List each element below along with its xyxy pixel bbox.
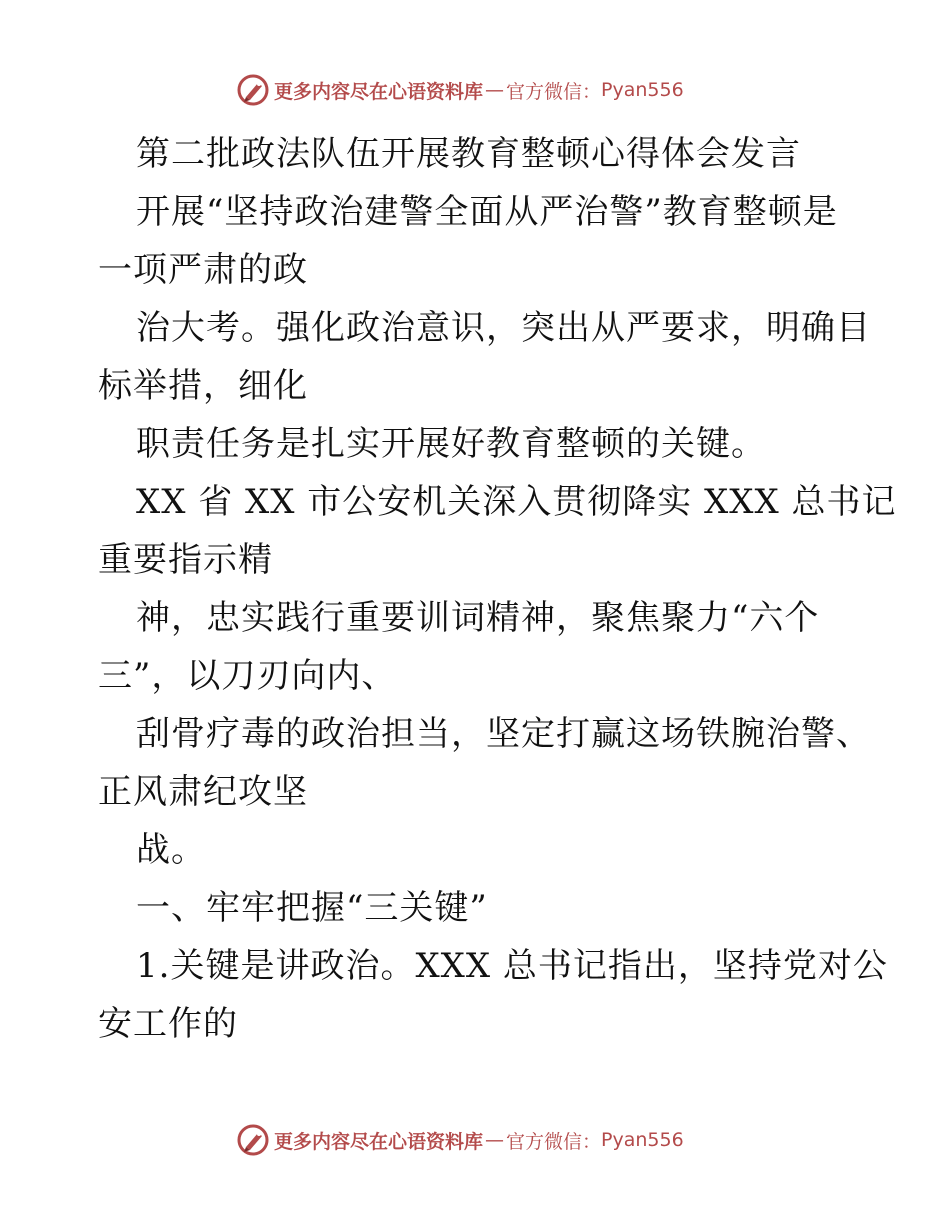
banner-title: 更多内容尽在心语资料库 <box>274 80 484 103</box>
banner-title: 更多内容尽在心语资料库 <box>274 1130 484 1153</box>
document-title: 第二批政法队伍开展教育整顿心得体会发言 <box>136 134 801 174</box>
banner-separator: — <box>485 79 505 101</box>
section-heading: 一、牢牢把握“三关键” <box>136 888 488 928</box>
header-banner <box>236 73 684 107</box>
footer-banner <box>236 1123 684 1157</box>
pen-logo-icon <box>236 73 270 107</box>
paragraph-line: 一项严肃的政 <box>98 250 308 290</box>
paragraph-line: 三”，以刀刃向内、 <box>98 656 397 696</box>
banner-wechat-id: Pyan556 <box>601 79 684 101</box>
paragraph-line: 标举措，细化 <box>98 366 308 406</box>
paragraph-line: 重要指示精 <box>98 540 273 580</box>
paragraph-line: 职责任务是扎实开展好教育整顿的关键。 <box>136 424 766 464</box>
banner-wechat-label: 官方微信： <box>506 1130 602 1153</box>
banner-wechat-id: Pyan556 <box>601 1129 684 1151</box>
paragraph-line: 正风肃纪攻坚 <box>98 772 308 812</box>
paragraph-line: 治大考。强化政治意识，突出从严要求，明确目 <box>136 308 871 348</box>
banner-separator: — <box>485 1129 505 1151</box>
banner-wechat-label: 官方微信： <box>506 80 602 103</box>
pen-logo-icon <box>236 1123 270 1157</box>
paragraph-line: 安工作的 <box>98 1004 238 1044</box>
paragraph-line: 战。 <box>136 830 206 870</box>
document-body <box>98 125 897 1053</box>
paragraph-line: 刮骨疗毒的政治担当，坚定打赢这场铁腕治警、 <box>136 714 871 754</box>
paragraph-line: 1.关键是讲政治。XXX 总书记指出，坚持党对公 <box>136 946 888 986</box>
paragraph-line: 开展“坚持政治建警全面从严治警”教育整顿是 <box>136 192 838 232</box>
paragraph-line: XX 省 XX 市公安机关深入贯彻降实 XXX 总书记 <box>136 482 897 522</box>
paragraph-line: 神，忠实践行重要训词精神，聚焦聚力“六个 <box>136 598 820 638</box>
